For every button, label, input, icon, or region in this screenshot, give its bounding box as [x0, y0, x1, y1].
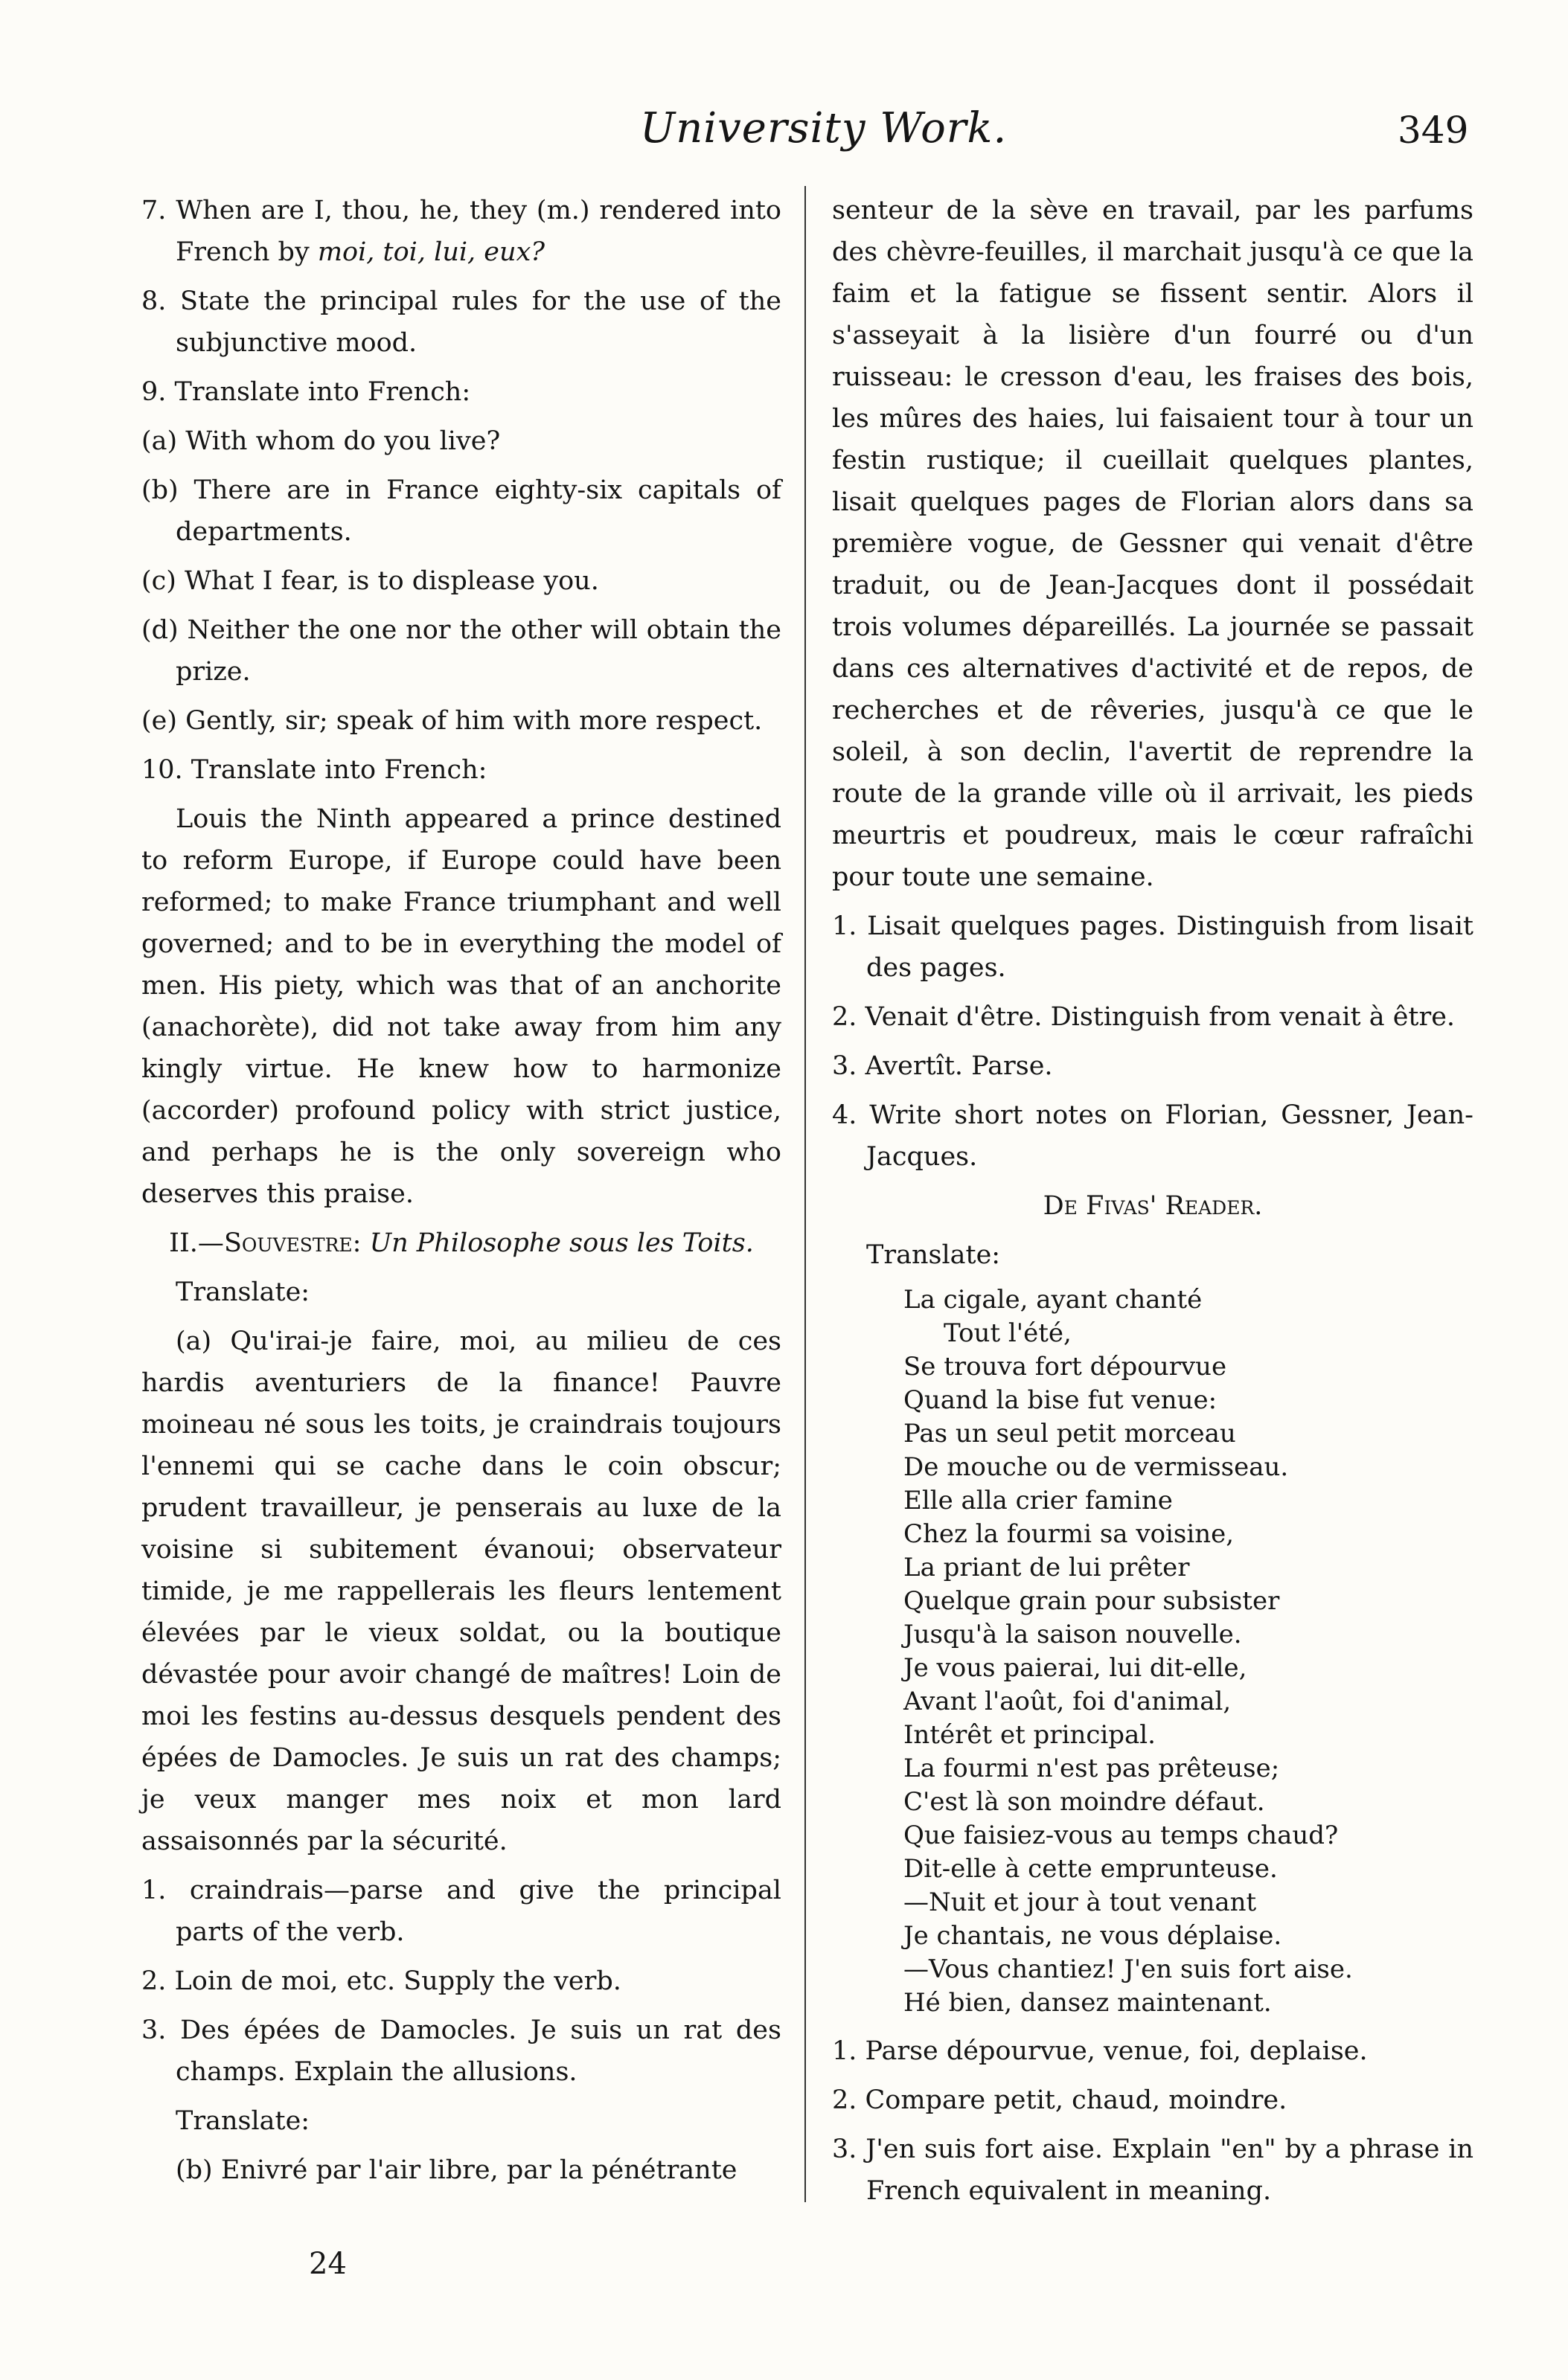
passage-b-start: (b) Enivré par l'air libre, par la pénétrante — [176, 2155, 737, 2185]
poem-line: Jusqu'à la saison nouvelle. — [903, 1620, 1242, 1649]
running-title: University Work. — [640, 104, 1008, 153]
question-7-pronouns: moi, toi, lui, eux? — [317, 237, 545, 267]
poem-line: Je vous paierai, lui dit-elle, — [903, 1653, 1247, 1683]
poem-line: Se trouva fort dépourvue — [903, 1352, 1227, 1382]
passage-b-continued: senteur de la sève en travail, par les parfums des chèvre-feuilles, il marchait jusqu'à ce que la faim et la fatigue se fissent sentir. Alors il s'asseyait à la lisière d'un fourré ou d'un ruisseau: le cresson d'eau, les fraises des bois, les mûres des haies, lui faisaient tour à tour un festin rustique; il cueillait quelques plantes, lisait quelques pages de Florian alors dans sa première vogue, de Gessner qui venait d'être traduit, ou de Jean-Jacques dont il possédait trois volumes dépareillés. La journée se passait dans ces alternatives d'activité et de repos, de recherches et de rêveries, jusqu'à ce que le soleil, à son declin, l'avertit de reprendre la route de la grande ville où il arrivait, les pieds meurtris et poudreux, mais le cœur rafraîchi pour toute une semaine. — [832, 196, 1473, 892]
question-c3: 3. J'en suis fort aise. Explain "en" by a phrase in French equivalent in meaning. — [832, 2134, 1473, 2206]
poem-line: Intérêt et principal. — [903, 1720, 1156, 1750]
passage-a: (a) Qu'irai-je faire, moi, au milieu de ces hardis aventuriers de la finance! Pauvre moineau né sous les toits, je craindrais toujours l'ennemi qui se cache dans le coin obscur; prudent travailleur, je penserais au luxe de la voisine si subitement évanoui; observateur timide, je me rappellerais les fleurs lentement élevées par le vieux soldat, ou la boutique dévastée pour avoir changé de maîtres! Loin de moi les festins au-dessus desquels pendent des épées de Damocles. Je suis un rat des champs; je veux manger mes noix et mon lard assaisonnés par la sécurité. — [141, 1327, 781, 1856]
question-b3: 3. Avertît. Parse. — [832, 1051, 1053, 1081]
question-b2: 2. Venait d'être. Distinguish from venait à être. — [832, 1002, 1456, 1032]
column-divider — [804, 186, 806, 2202]
translate-label-3: Translate: — [866, 1240, 1001, 1270]
question-b1: 1. Lisait quelques pages. Distinguish from lisait des pages. — [832, 911, 1473, 983]
question-8: 8. State the principal rules for the use of the subjunctive mood. — [141, 286, 781, 358]
poem-line: Avant l'août, foi d'animal, — [903, 1687, 1232, 1716]
poem-line: Que faisiez-vous au temps chaud? — [903, 1821, 1339, 1850]
question-10: 10. Translate into French: — [141, 755, 487, 785]
question-c2: 2. Compare petit, chaud, moindre. — [832, 2085, 1287, 2115]
poem-line: La cigale, ayant chanté — [903, 1285, 1203, 1315]
question-9b: (b) There are in France eighty-six capitals of departments. — [141, 475, 781, 547]
poem-line: C'est là son moindre défaut. — [903, 1787, 1265, 1817]
question-7: 7. When are I, thou, he, they (m.) rendered into French by moi, toi, lui, eux? — [141, 196, 781, 267]
question-a1: 1. craindrais—parse and give the principal parts of the verb. — [141, 1876, 781, 1947]
question-b4: 4. Write short notes on Florian, Gessner, Jean-Jacques. — [832, 1100, 1473, 1172]
signature-mark: 24 — [309, 2247, 347, 2281]
question-9e: (e) Gently, sir; speak of him with more respect. — [141, 706, 763, 736]
right-column — [832, 190, 1473, 2219]
poem-line: La fourmi n'est pas prêteuse; — [903, 1754, 1280, 1783]
poem-line: Hé bien, dansez maintenant. — [903, 1988, 1272, 2018]
question-9d: (d) Neither the one nor the other will obtain the prize. — [141, 615, 781, 687]
poem-line: Tout l'été, — [903, 1318, 1072, 1348]
question-10-text: Louis the Ninth appeared a prince destined to reform Europe, if Europe could have been reformed; to make France triumphant and well governed; and to be in everything the model of men. His piety, which was that of an anchorite (anachorète), did not take away from him any kingly virtue. He knew how to harmonize (accorder) profound policy with strict justice, and perhaps he is the only sovereign who deserves this praise. — [141, 804, 781, 1209]
section-2-heading: II.—Souvestre: Un Philosophe sous les Toits. — [169, 1228, 754, 1258]
question-a3: 3. Des épées de Damocles. Je suis un rat des champs. Explain the allusions. — [141, 2015, 781, 2087]
question-9: 9. Translate into French: — [141, 377, 471, 407]
poem-line: Quand la bise fut venue: — [903, 1385, 1217, 1415]
poem-line: Dit-elle à cette emprunteuse. — [903, 1854, 1278, 1884]
poem-line: —Nuit et jour à tout venant — [903, 1887, 1257, 1917]
question-9a: (a) With whom do you live? — [141, 426, 501, 456]
poem-line: Quelque grain pour subsister — [903, 1586, 1280, 1616]
poem-line: —Vous chantiez! J'en suis fort aise. — [903, 1954, 1353, 1984]
running-head — [0, 104, 1568, 171]
question-c1: 1. Parse dépourvue, venue, foi, deplaise. — [832, 2036, 1368, 2066]
left-column — [141, 190, 781, 2198]
translate-label-2: Translate: — [176, 2106, 310, 2136]
translate-label-1: Translate: — [176, 1277, 310, 1307]
question-a2: 2. Loin de moi, etc. Supply the verb. — [141, 1966, 621, 1996]
reader-heading: De Fivas' Reader. — [1043, 1191, 1263, 1221]
poem-line: De mouche ou de vermisseau. — [903, 1452, 1289, 1482]
page-number: 349 — [1398, 109, 1469, 152]
poem-line: Elle alla crier famine — [903, 1486, 1173, 1515]
poem-line: Chez la fourmi sa voisine, — [903, 1519, 1235, 1549]
question-9c: (c) What I fear, is to displease you. — [141, 566, 599, 596]
poem-line: La priant de lui prêter — [903, 1553, 1190, 1582]
poem-line: Je chantais, ne vous déplaise. — [903, 1921, 1282, 1951]
fable-poem — [903, 1283, 1473, 2020]
poem-line: Pas un seul petit morceau — [903, 1419, 1236, 1449]
